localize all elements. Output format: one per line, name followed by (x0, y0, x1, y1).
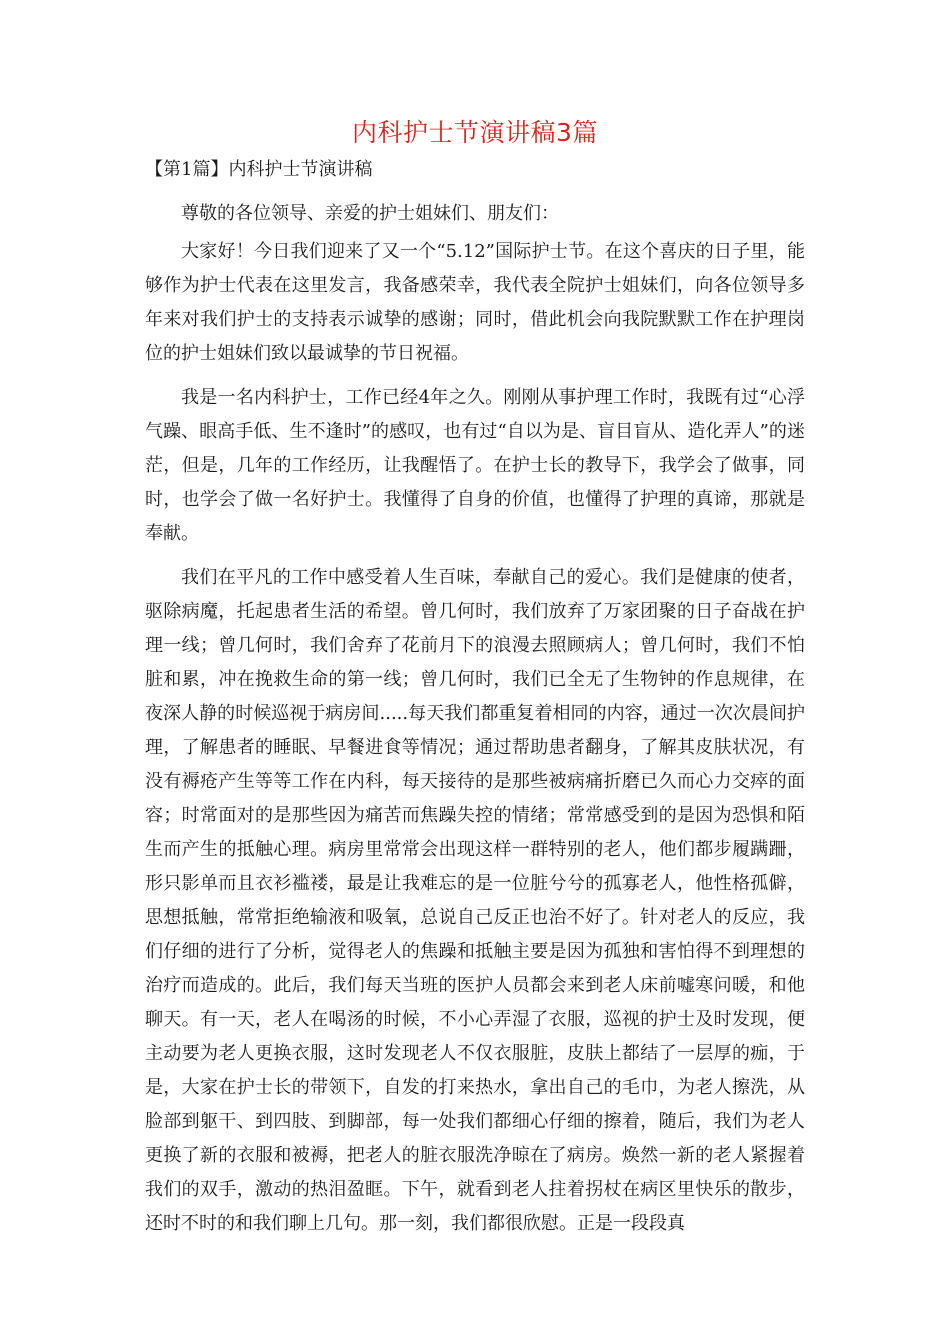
body-paragraph-1: 大家好！今日我们迎来了又一个“5.12”国际护士节。在这个喜庆的日子里，能够作为护士代表在这里发言，我备感荣幸，我代表全院护士姐妹们，向各位领导多年来对我们护士的支持表示诚挚的感谢；同时，借此机会向我院默默工作在护理岗位的护士姐妹们致以最诚挚的节日祝福。 (145, 241, 805, 364)
greeting-paragraph: 尊敬的各位领导、亲爱的护士姐妹们、朋友们： (181, 203, 559, 224)
section-heading: 【第1篇】内科护士节演讲稿 (145, 159, 373, 180)
body-paragraph-3: 我们在平凡的工作中感受着人生百味，奉献自己的爱心。我们是健康的使者，驱除病魔，托起患者生活的希望。曾几何时，我们放弃了万家团聚的日子奋战在护理一线；曾几何时，我们舍弃了花前月下的浪漫去照顾病人；曾几何时，我们不怕脏和累，冲在挽救生命的第一线；曾几何时，我们已全无了生物钟的作息规律，在夜深人静的时候巡视于病房间.....每天我们都重复着相同的内容，通过一次次晨间护理，了解患者的睡眠、早餐进食等情况；通过帮助患者翻身，了解其皮肤状况，有没有褥疮产生等等工作在内科，每天接待的是那些被病痛折磨已久而心力交瘁的面容；时常面对的是那些因为痛苦而焦躁失控的情绪；常常感受到的是因为恐惧和陌生而产生的抵触心理。病房里常常会出现这样一群特别的老人，他们都步履蹒跚，形只影单而且衣衫褴褛，最是让我难忘的是一位脏兮兮的孤寡老人，他性格孤僻，思想抵触，常常拒绝输液和吸氧，总说自己反正也治不好了。针对老人的反应，我们仔细的进行了分析，觉得老人的焦躁和抵触主要是因为孤独和害怕得不到理想的治疗而造成的。此后，我们每天当班的医护人员都会来到老人床前嘘寒问暖，和他聊天。有一天，老人在喝汤的时候，不小心弄湿了衣服，巡视的护士及时发现，便主动要为老人更换衣服，这时发现老人不仅衣服脏，皮肤上都结了一层厚的痂，于是，大家在护士长的带领下，自发的打来热水，拿出自己的毛巾，为老人擦洗，从脸部到躯干、到四肢、到脚部，每一处我们都细心仔细的擦着，随后，我们为老人更换了新的衣服和被褥，把老人的脏衣服洗净晾在了病房。焕然一新的老人紧握着我们的双手，激动的热泪盈眶。下午，就看到老人拄着拐杖在病区里快乐的散步，还时不时的和我们聊上几句。那一刻，我们都很欣慰。正是一段段真 (145, 567, 805, 1234)
body-paragraph-2: 我是一名内科护士，工作已经4年之久。刚刚从事护理工作时，我既有过“心浮气躁、眼高手低、生不逢时”的感叹，也有过“自以为是、盲目盲从、造化弄人”的迷茫，但是，几年的工作经历，让我醒悟了。在护士长的教导下，我学会了做事，同时，也学会了做一名好护士。我懂得了自身的价值，也懂得了护理的真谛，那就是奉献。 (145, 387, 805, 544)
document-title: 内科护士节演讲稿3篇 (352, 118, 598, 147)
document-body (145, 197, 805, 1251)
